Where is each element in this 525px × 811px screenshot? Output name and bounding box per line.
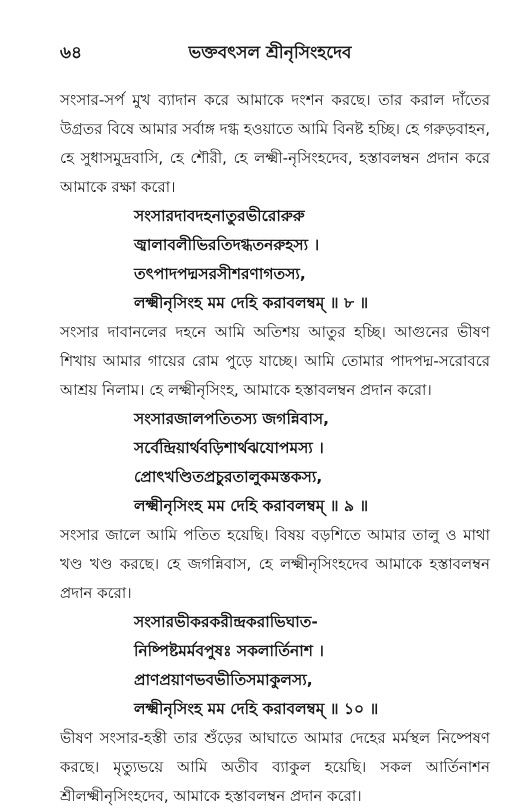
- verse-line: নিষ্পিষ্টমর্মবপুষঃ সকলার্তিনাশ ।: [134, 642, 324, 660]
- verse-line: প্রোৎখণ্ডিতপ্রচুরতালুকমস্তকস্য,: [134, 468, 323, 486]
- page-body: [60, 86, 490, 811]
- verse-block: [60, 405, 490, 521]
- verse-line: লক্ষ্মীনৃসিংহ মম দেহি করাবলম্বম্ ॥ ৯ ॥: [134, 497, 369, 515]
- prose-paragraph: সংসার দাবানলের দহনে আমি অতিশয় আতুর হচ্ছি। আগুনের ভীষণ শিখায় আমার গায়ের রোম পুড়ে যাচ্ছে। আমি তোমার পাদপদ্ম-সরোবরে আশ্রয় নিলাম। হে লক্ষ্মীনৃসিংহ, আমাকে হস্তাবলম্বন প্রদান করো।: [60, 323, 490, 399]
- verse-line: সংসারজালপতিতস্য জগন্নিবাস,: [134, 410, 329, 428]
- verse-line: লক্ষ্মীনৃসিংহ মম দেহি করাবলম্বম্ ॥ ৮ ॥: [134, 294, 369, 312]
- verse-block: [60, 202, 490, 318]
- page-number: ৬৪: [60, 43, 83, 63]
- verse-line: লক্ষ্মীনৃসিংহ মম দেহি করাবলম্বম্ ॥ ১০ ॥: [134, 700, 379, 718]
- prose-paragraph: সংসার-সর্প মুখ ব্যাদান করে আমাকে দংশন করছে। তার করাল দাঁতের উগ্রতর বিষে আমার সর্বাঙ্গ দগ্ধ হওয়াতে আমি বিনষ্ট হচ্ছি। হে গরুড়বাহন, হে সুধাসমুদ্রবাসি, হে শৌরী, হে লক্ষ্মী-নৃসিংহদেব, হস্তাবলম্বন প্রদান করে আমাকে রক্ষা করো।: [60, 91, 490, 196]
- verse-block: [60, 608, 490, 724]
- verse-line: তৎপাদপদ্মসরসীশরণাগতস্য,: [134, 265, 306, 283]
- running-title: ভক্তবৎসল শ্রীনৃসিংহদেব: [188, 43, 352, 63]
- verse-line: জ্বালাবলীভিরতিদগ্ধতনরুহস্য ।: [134, 236, 320, 254]
- prose-paragraph: ভীষণ সংসার-হস্তী তার শুঁড়ের আঘাতে আমার দেহের মর্মস্থল নিষ্পেষণ করছে। মৃত্যুভয়ে আমি অতীব ব্যাকুল হয়েছি। সকল আর্তিনাশন শ্রীলক্ষ্মীনৃসিংহদেব, আমাকে হস্তাবলম্বন প্রদান করো।: [60, 729, 490, 805]
- verse-line: সংসারদাবদহনাতুরভীরোরুরু: [134, 207, 305, 225]
- verse-line: প্রাণপ্রয়াণভবভীতিসমাকুলস্য,: [134, 671, 313, 689]
- prose-paragraph: সংসার জালে আমি পতিত হয়েছি। বিষয় বড়শিতে আমার তালু ও মাথা খণ্ড খণ্ড করছে। হে জগন্নিবাস, হে লক্ষ্মীনৃসিংহদেব আমাকে হস্তাবলম্বন প্রদান করো।: [60, 526, 490, 602]
- page-header: [60, 38, 480, 66]
- verse-line: সংসারভীকরকরীন্দ্রকরাভিঘাত-: [134, 613, 318, 631]
- verse-line: সর্বেন্দ্রিয়ার্থবড়িশার্থঝযোপমস্য ।: [134, 439, 324, 457]
